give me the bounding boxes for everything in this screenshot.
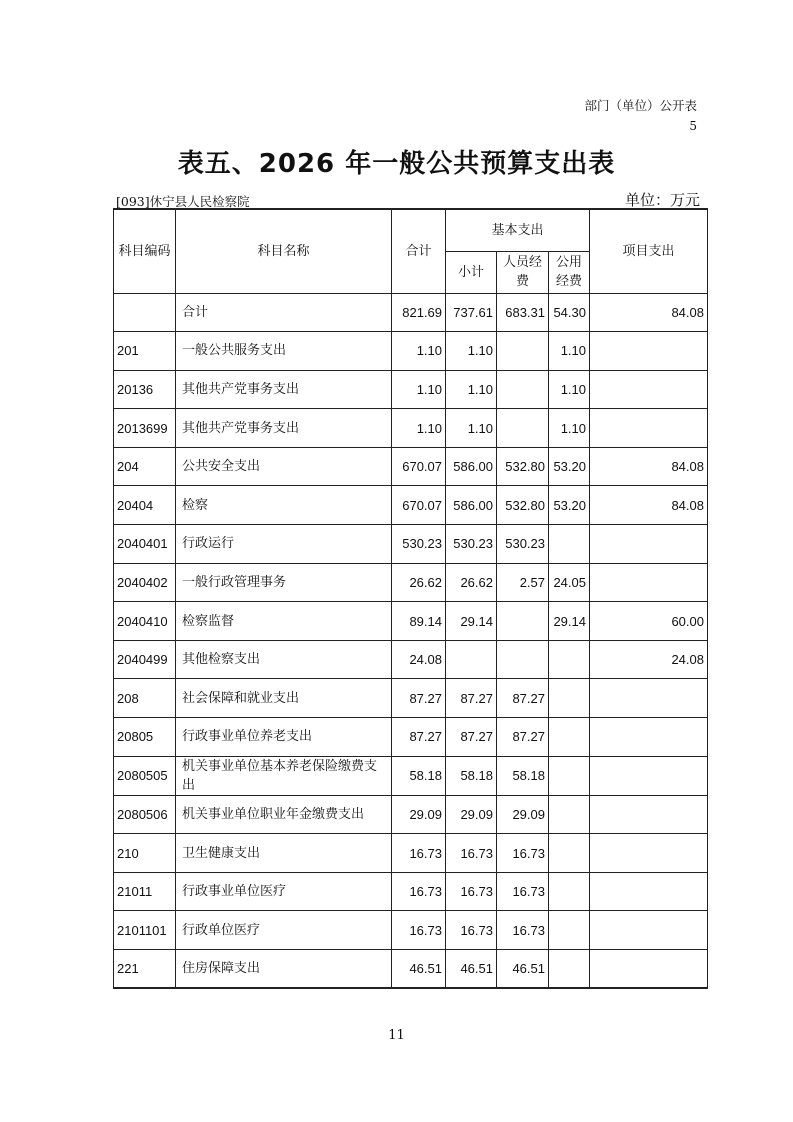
cell-subtotal: 87.27	[446, 718, 497, 757]
table-row	[114, 563, 708, 602]
cell-project	[590, 718, 708, 757]
cell-project: 84.08	[590, 293, 708, 332]
cell-personnel	[497, 602, 549, 641]
cell-code: 2080506	[114, 795, 176, 834]
cell-personnel: 87.27	[497, 679, 549, 718]
cell-name: 一般公共服务支出	[176, 332, 392, 371]
page-title: 表五、2026 年一般公共预算支出表	[177, 149, 616, 179]
cell-name: 行政运行	[176, 525, 392, 564]
cell-project	[590, 332, 708, 371]
cell-personnel: 16.73	[497, 872, 549, 911]
cell-name: 其他共产党事务支出	[176, 370, 392, 409]
cell-personnel: 46.51	[497, 950, 549, 989]
cell-subtotal: 1.10	[446, 370, 497, 409]
cell-total: 530.23	[392, 525, 446, 564]
cell-total: 16.73	[392, 911, 446, 950]
table-row	[114, 756, 708, 795]
cell-total: 1.10	[392, 409, 446, 448]
cell-code: 2013699	[114, 409, 176, 448]
table-row	[114, 447, 708, 486]
cell-project	[590, 409, 708, 448]
cell-name: 一般行政管理事务	[176, 563, 392, 602]
table-row	[114, 679, 708, 718]
cell-public: 53.20	[549, 486, 590, 525]
cell-name: 行政事业单位医疗	[176, 872, 392, 911]
cell-name: 社会保障和就业支出	[176, 679, 392, 718]
cell-project	[590, 756, 708, 795]
col-header-code: 科目编码	[114, 209, 176, 293]
table-row	[114, 332, 708, 371]
cell-code: 201	[114, 332, 176, 371]
cell-code: 210	[114, 834, 176, 873]
cell-code: 2040401	[114, 525, 176, 564]
cell-project	[590, 525, 708, 564]
header-row	[114, 209, 708, 251]
cell-subtotal: 58.18	[446, 756, 497, 795]
cell-subtotal: 586.00	[446, 447, 497, 486]
cell-code: 2101101	[114, 911, 176, 950]
cell-subtotal: 16.73	[446, 872, 497, 911]
cell-code: 221	[114, 950, 176, 989]
cell-public: 24.05	[549, 563, 590, 602]
cell-project: 24.08	[590, 640, 708, 679]
cell-personnel: 16.73	[497, 911, 549, 950]
cell-project	[590, 679, 708, 718]
col-header-project: 项目支出	[590, 209, 708, 293]
cell-public	[549, 795, 590, 834]
page-number: 11	[388, 1028, 405, 1043]
table-row	[114, 525, 708, 564]
cell-project: 84.08	[590, 486, 708, 525]
table-row	[114, 293, 708, 332]
cell-public	[549, 756, 590, 795]
cell-personnel	[497, 640, 549, 679]
public-table-label: 部门（单位）公开表	[584, 98, 697, 113]
cell-code: 2040410	[114, 602, 176, 641]
col-header-name: 科目名称	[176, 209, 392, 293]
cell-code	[114, 293, 176, 332]
cell-subtotal: 1.10	[446, 409, 497, 448]
col-header-personnel: 人员经费	[497, 251, 549, 293]
cell-personnel: 532.80	[497, 447, 549, 486]
cell-project	[590, 950, 708, 989]
cell-public	[549, 950, 590, 989]
cell-name: 行政单位医疗	[176, 911, 392, 950]
table-row	[114, 718, 708, 757]
cell-project	[590, 370, 708, 409]
cell-subtotal: 46.51	[446, 950, 497, 989]
table-row	[114, 911, 708, 950]
cell-project: 84.08	[590, 447, 708, 486]
cell-subtotal: 16.73	[446, 911, 497, 950]
cell-name: 行政事业单位养老支出	[176, 718, 392, 757]
cell-total: 16.73	[392, 872, 446, 911]
cell-code: 21011	[114, 872, 176, 911]
cell-name: 检察监督	[176, 602, 392, 641]
cell-code: 2040402	[114, 563, 176, 602]
cell-subtotal: 737.61	[446, 293, 497, 332]
cell-code: 20805	[114, 718, 176, 757]
cell-subtotal: 586.00	[446, 486, 497, 525]
cell-public: 1.10	[549, 409, 590, 448]
table-row	[114, 486, 708, 525]
cell-public	[549, 640, 590, 679]
cell-subtotal: 16.73	[446, 834, 497, 873]
cell-subtotal: 29.14	[446, 602, 497, 641]
cell-project	[590, 834, 708, 873]
cell-subtotal: 530.23	[446, 525, 497, 564]
cell-public: 1.10	[549, 332, 590, 371]
organization-name: [093]休宁县人民检察院	[116, 194, 250, 209]
cell-code: 2040499	[114, 640, 176, 679]
cell-project	[590, 795, 708, 834]
cell-total: 821.69	[392, 293, 446, 332]
cell-personnel	[497, 409, 549, 448]
cell-total: 16.73	[392, 834, 446, 873]
cell-total: 670.07	[392, 447, 446, 486]
table-number: 5	[689, 119, 697, 133]
cell-code: 208	[114, 679, 176, 718]
table-row	[114, 640, 708, 679]
col-header-public: 公用经费	[549, 251, 590, 293]
cell-public	[549, 872, 590, 911]
cell-personnel: 58.18	[497, 756, 549, 795]
cell-subtotal: 29.09	[446, 795, 497, 834]
cell-total: 1.10	[392, 370, 446, 409]
cell-project	[590, 911, 708, 950]
cell-total: 670.07	[392, 486, 446, 525]
cell-subtotal	[446, 640, 497, 679]
cell-personnel	[497, 370, 549, 409]
cell-total: 46.51	[392, 950, 446, 989]
cell-subtotal: 1.10	[446, 332, 497, 371]
cell-personnel: 683.31	[497, 293, 549, 332]
cell-project: 60.00	[590, 602, 708, 641]
cell-total: 1.10	[392, 332, 446, 371]
table-row	[114, 370, 708, 409]
table-row	[114, 950, 708, 989]
cell-name: 公共安全支出	[176, 447, 392, 486]
cell-personnel: 2.57	[497, 563, 549, 602]
cell-name: 其他共产党事务支出	[176, 409, 392, 448]
cell-total: 89.14	[392, 602, 446, 641]
cell-name: 卫生健康支出	[176, 834, 392, 873]
cell-public	[549, 718, 590, 757]
cell-personnel: 29.09	[497, 795, 549, 834]
cell-total: 87.27	[392, 679, 446, 718]
cell-total: 24.08	[392, 640, 446, 679]
table-row	[114, 602, 708, 641]
cell-name: 检察	[176, 486, 392, 525]
cell-public	[549, 679, 590, 718]
cell-public: 54.30	[549, 293, 590, 332]
cell-public: 53.20	[549, 447, 590, 486]
col-header-subtotal: 小计	[446, 251, 497, 293]
cell-total: 58.18	[392, 756, 446, 795]
cell-code: 20404	[114, 486, 176, 525]
cell-code: 20136	[114, 370, 176, 409]
cell-subtotal: 26.62	[446, 563, 497, 602]
table-row	[114, 834, 708, 873]
cell-total: 26.62	[392, 563, 446, 602]
unit-label: 单位：万元	[624, 191, 700, 209]
cell-name: 合计	[176, 293, 392, 332]
cell-public	[549, 911, 590, 950]
cell-total: 29.09	[392, 795, 446, 834]
cell-name: 机关事业单位基本养老保险缴费支出	[176, 756, 392, 795]
cell-code: 204	[114, 447, 176, 486]
cell-project	[590, 872, 708, 911]
cell-public: 1.10	[549, 370, 590, 409]
col-header-basic: 基本支出	[446, 209, 590, 251]
cell-public	[549, 834, 590, 873]
cell-personnel: 87.27	[497, 718, 549, 757]
cell-name: 其他检察支出	[176, 640, 392, 679]
table-row	[114, 872, 708, 911]
budget-table	[113, 208, 708, 989]
col-header-total: 合计	[392, 209, 446, 293]
cell-public: 29.14	[549, 602, 590, 641]
cell-personnel: 532.80	[497, 486, 549, 525]
table-row	[114, 795, 708, 834]
cell-total: 87.27	[392, 718, 446, 757]
cell-public	[549, 525, 590, 564]
cell-personnel: 530.23	[497, 525, 549, 564]
table-row	[114, 409, 708, 448]
cell-project	[590, 563, 708, 602]
cell-code: 2080505	[114, 756, 176, 795]
cell-personnel: 16.73	[497, 834, 549, 873]
cell-name: 机关事业单位职业年金缴费支出	[176, 795, 392, 834]
cell-name: 住房保障支出	[176, 950, 392, 989]
cell-subtotal: 87.27	[446, 679, 497, 718]
cell-personnel	[497, 332, 549, 371]
